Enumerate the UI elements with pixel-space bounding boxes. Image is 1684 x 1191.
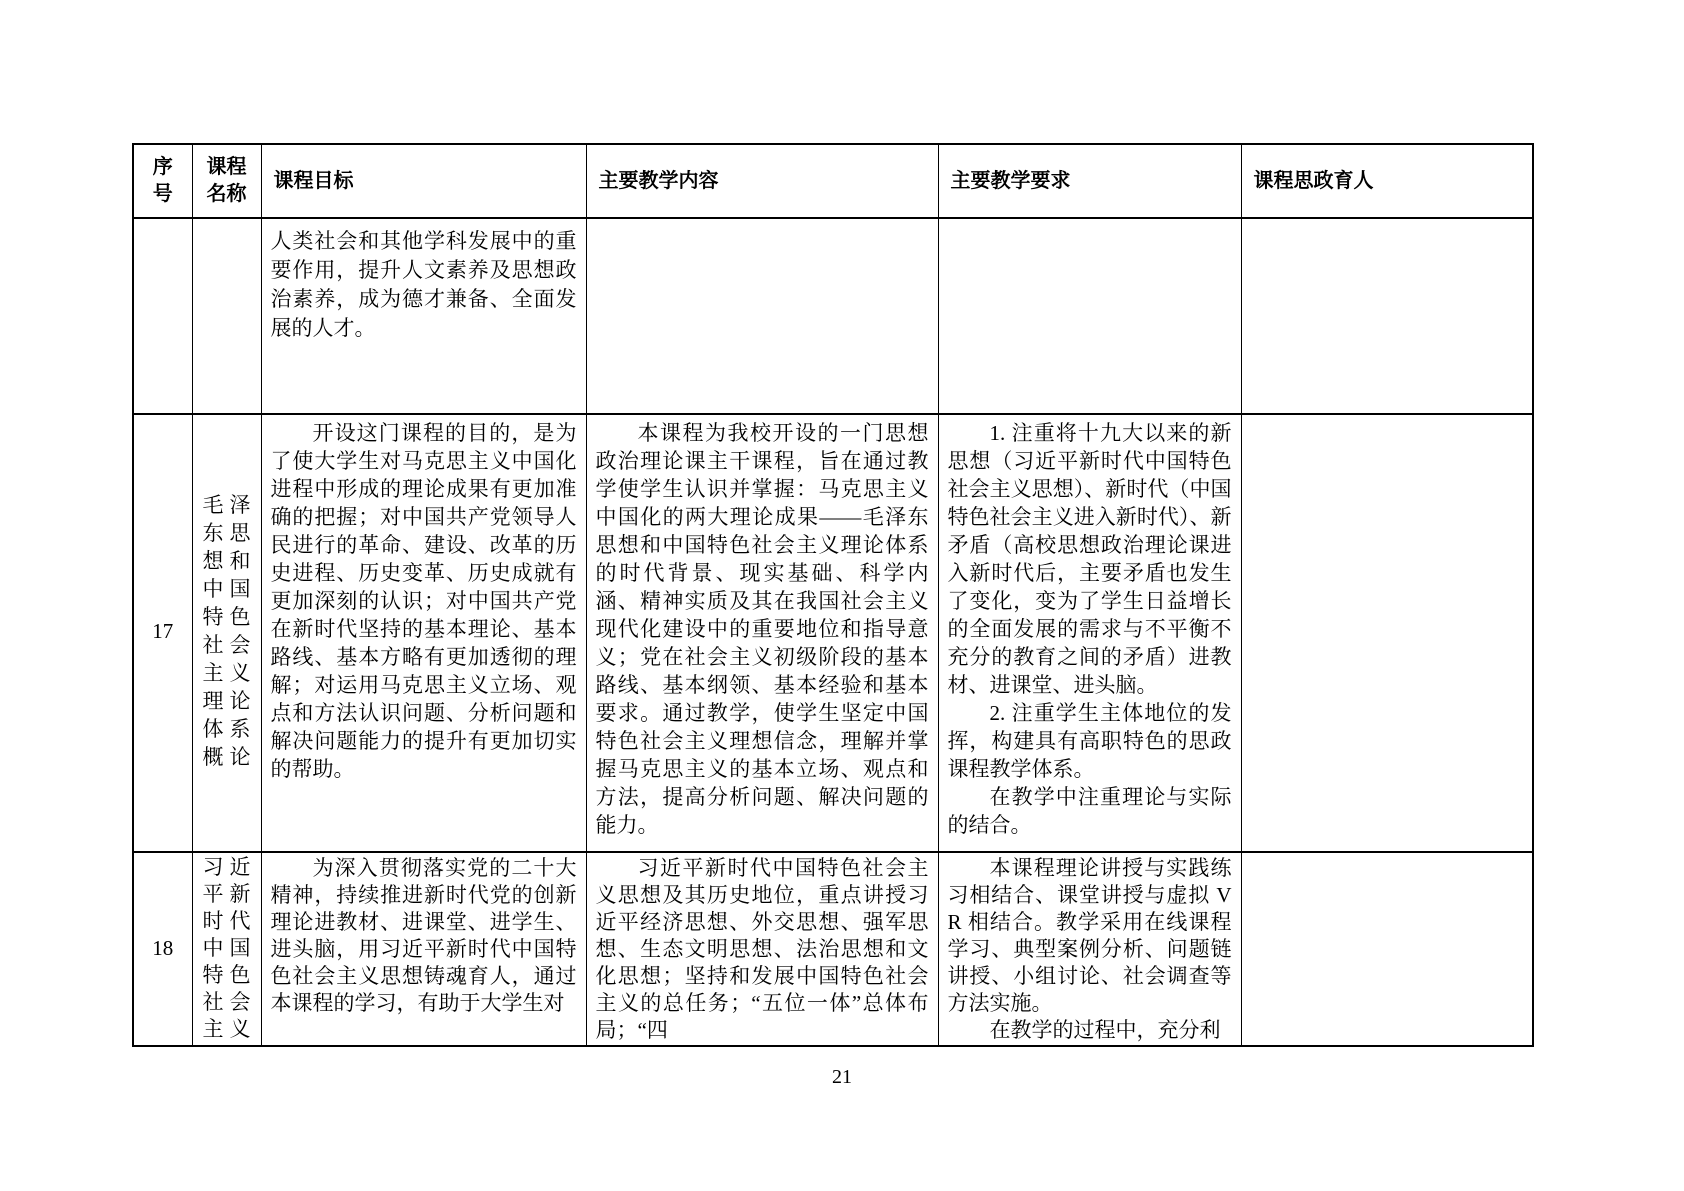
- content-cell-empty: [586, 218, 938, 414]
- header-objectives-label: 课程目标: [273, 169, 354, 192]
- page-number: 21: [832, 1066, 852, 1088]
- requirements-cell: [938, 852, 1241, 1046]
- header-objectives-cell: [261, 144, 586, 218]
- header-course-cell: [192, 144, 261, 218]
- seq-cell: [133, 414, 192, 852]
- table-row-17: [133, 414, 1533, 852]
- content-cell: [586, 414, 938, 852]
- course-cell: [192, 852, 261, 1046]
- header-seq-label: 序号: [152, 156, 173, 205]
- course-name: 毛泽东思想和中国特色社会主义理论体系概论: [202, 493, 251, 769]
- paragraph: 在教学的过程中，充分利: [989, 1018, 1221, 1042]
- ideology-cell-empty: [1241, 218, 1533, 414]
- header-requirements-label: 主要教学要求: [950, 169, 1071, 192]
- paragraph: 习近平新时代中国特色社会主义思想及其历史地位，重点讲授习近平经济思想、外交思想、强军思想、生态文明思想、法治思想和文化思想；坚持和发展中国特色社会主义的总任务；“五位一体”总体布局；“四: [595, 856, 929, 1042]
- table-row-continuation: [133, 218, 1533, 414]
- requirements-cell: [938, 414, 1241, 852]
- ideology-cell-empty: [1241, 852, 1533, 1046]
- paragraph: 本课程理论讲授与实践练习相结合、课堂讲授与虚拟 VR 相结合。教学采用在线课程学习、典型案例分析、问题链讲授、小组讨论、社会调查等方法实施。: [947, 856, 1232, 1015]
- requirements-cell-empty: [938, 218, 1241, 414]
- paragraph: 本课程为我校开设的一门思想政治理论课主干课程，旨在通过教学使学生认识并掌握：马克思主义中国化的两大理论成果——毛泽东思想和中国特色社会主义理论体系的时代背景、现实基础、科学内涵、精神实质及其在我国社会主义现代化建设中的重要地位和指导意义；党在社会主义初级阶段的基本路线、基本纲领、基本经验和基本要求。通过教学，使学生坚定中国特色社会主义理想信念，理解并掌握马克思主义的基本立场、观点和方法，提高分析问题、解决问题的能力。: [595, 421, 929, 837]
- objectives-cell: [261, 852, 586, 1046]
- content-cell: [586, 852, 938, 1046]
- course-syllabus-table: [132, 143, 1534, 1047]
- header-content-cell: [586, 144, 938, 218]
- ideology-cell-empty: [1241, 414, 1533, 852]
- header-requirements-cell: [938, 144, 1241, 218]
- seq-number: 17: [152, 618, 174, 643]
- objectives-cell: [261, 218, 586, 414]
- seq-number: 18: [152, 935, 174, 960]
- header-ideology-cell: [1241, 144, 1533, 218]
- paragraph: 人类社会和其他学科发展中的重要作用，提升人文素养及思想政治素养，成为德才兼备、全面发展的人才。: [270, 229, 577, 340]
- table-row-18: [133, 852, 1533, 1046]
- table-header-row: [133, 144, 1533, 218]
- paragraph: 为深入贯彻落实党的二十大精神，持续推进新时代党的创新理论进教材、进课堂、进学生、进头脑，用习近平新时代中国特色社会主义思想铸魂育人，通过本课程的学习，有助于大学生对: [270, 856, 577, 1015]
- paragraph: 1. 注重将十九大以来的新思想（习近平新时代中国特色社会主义思想）、新时代（中国特色社会主义进入新时代）、新矛盾（高校思想政治理论课进入新时代后，主要矛盾也发生了变化，变为了学生日益增长的全面发展的需求与不平衡不充分的教育之间的矛盾）进教材、进课堂、进头脑。: [947, 421, 1232, 697]
- header-content-label: 主要教学内容: [598, 169, 719, 192]
- seq-cell-empty: [133, 218, 192, 414]
- objectives-cell: [261, 414, 586, 852]
- header-seq-cell: [133, 144, 192, 218]
- course-cell: [192, 414, 261, 852]
- header-course-label: 课程名称: [206, 156, 247, 205]
- paragraph: 2. 注重学生主体地位的发挥，构建具有高职特色的思政课程教学体系。: [947, 701, 1232, 781]
- course-cell-empty: [192, 218, 261, 414]
- course-name: 习近平新时代中国特色社会主义: [202, 855, 251, 1041]
- paragraph: 开设这门课程的目的，是为了使大学生对马克思主义中国化进程中形成的理论成果有更加准确的把握；对中国共产党领导人民进行的革命、建设、改革的历史进程、历史变革、历史成就有更加深刻的认识；对中国共产党在新时代坚持的基本理论、基本路线、基本方略有更加透彻的理解；对运用马克思主义立场、观点和方法认识问题、分析问题和解决问题能力的提升有更加切实的帮助。: [270, 421, 577, 781]
- seq-cell: [133, 852, 192, 1046]
- paragraph: 在教学中注重理论与实际的结合。: [947, 785, 1232, 837]
- header-ideology-label: 课程思政育人: [1253, 169, 1374, 192]
